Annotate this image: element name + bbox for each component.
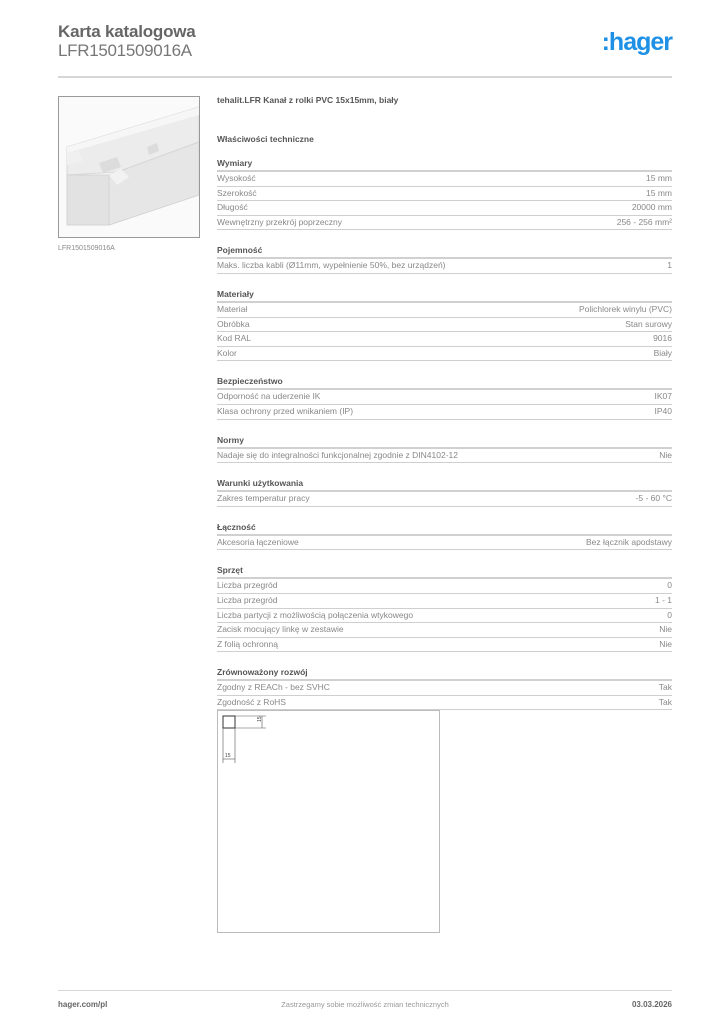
spec-label: Długość xyxy=(217,202,248,213)
spec-label: Liczba przegród xyxy=(217,594,278,605)
spec-value: 256 - 256 mm² xyxy=(616,216,672,227)
spec-row xyxy=(217,318,672,333)
spec-value: IP40 xyxy=(654,405,672,416)
group-title: Łączność xyxy=(217,522,672,536)
spec-row xyxy=(217,187,672,202)
group-materials xyxy=(217,289,672,361)
spec-label: Akcesoria łączeniowe xyxy=(217,536,299,547)
dim-height-label: 15 xyxy=(257,716,263,722)
spec-value: Nie xyxy=(659,449,672,460)
spec-row xyxy=(217,259,672,274)
group-title: Zrównoważony rozwój xyxy=(217,667,672,681)
cross-section-drawing xyxy=(218,711,441,934)
spec-row xyxy=(217,172,672,187)
spec-row xyxy=(217,696,672,711)
spec-row xyxy=(217,536,672,551)
spec-label: Kolor xyxy=(217,347,237,358)
spec-label: Materiał xyxy=(217,303,248,314)
spec-value: 1 - 1 xyxy=(654,594,672,605)
spec-value: Nie xyxy=(659,624,672,635)
spec-value: 0 xyxy=(667,580,672,591)
group-title: Bezpieczeństwo xyxy=(217,376,672,390)
spec-label: Liczba partycji z możliwością połączenia wtykowego xyxy=(217,609,414,620)
group-operating-conditions xyxy=(217,478,672,507)
spec-value: 15 mm xyxy=(646,187,672,198)
spec-row xyxy=(217,623,672,638)
spec-label: Maks. liczba kabli (Ø11mm, wypełnienie 50%, bez urządzeń) xyxy=(217,260,446,271)
spec-label: Zgodny z REACh - bez SVHC xyxy=(217,682,330,693)
spec-value: 0 xyxy=(667,609,672,620)
group-standards xyxy=(217,435,672,464)
spec-label: Zakres temperatur pracy xyxy=(217,493,310,504)
page-footer xyxy=(58,990,672,1009)
spec-row xyxy=(217,347,672,362)
spec-row xyxy=(217,390,672,405)
spec-value: 15 mm xyxy=(646,173,672,183)
section-title-technical: Właściwości techniczne xyxy=(217,134,314,144)
group-sustainability xyxy=(217,667,672,710)
group-dimensions xyxy=(217,158,672,230)
product-name: tehalit.LFR Kanał z rolki PVC 15x15mm, biały xyxy=(217,95,399,105)
spec-value: -5 - 60 °C xyxy=(635,493,672,504)
spec-label: Szerokość xyxy=(217,187,257,198)
document-date: 03.03.2026 xyxy=(631,1000,672,1009)
spec-value: 9016 xyxy=(653,333,672,344)
spec-value: Stan surowy xyxy=(625,318,672,329)
group-hardware xyxy=(217,565,672,652)
spec-value: Polichlorek winylu (PVC) xyxy=(578,303,672,314)
spec-label: Z folią ochronną xyxy=(217,638,278,649)
image-caption: LFR1501509016A xyxy=(58,245,115,252)
spec-row xyxy=(217,638,672,653)
group-title: Materiały xyxy=(217,289,672,303)
group-title: Warunki użytkowania xyxy=(217,478,672,492)
group-connectivity xyxy=(217,522,672,551)
spec-label: Zacisk mocujący linkę w zestawie xyxy=(217,624,344,635)
spec-row xyxy=(217,449,672,464)
spec-label: Zgodność z RoHS xyxy=(217,696,286,707)
group-title: Normy xyxy=(217,435,672,449)
group-capacity xyxy=(217,245,672,274)
product-code: LFR1501509016A xyxy=(58,41,192,60)
product-details xyxy=(217,95,672,740)
spec-label: Wewnętrzny przekrój poprzeczny xyxy=(217,216,343,227)
website-link[interactable]: hager.com/pl xyxy=(58,1000,108,1009)
disclaimer: Zastrzegamy sobie możliwość zmian technicznych xyxy=(281,1000,449,1009)
spec-label: Kod RAL xyxy=(217,333,252,344)
spec-value: 1 xyxy=(667,260,672,271)
spec-row xyxy=(217,405,672,420)
spec-value: Tak xyxy=(658,696,672,707)
group-title: Wymiary xyxy=(217,158,672,172)
spec-row xyxy=(217,303,672,318)
spec-value: Nie xyxy=(659,638,672,649)
dim-width-label: 15 xyxy=(225,753,231,759)
spec-row xyxy=(217,609,672,624)
dimension-drawing xyxy=(217,710,440,933)
hager-logo: :hager xyxy=(601,28,672,56)
spec-row xyxy=(217,594,672,609)
group-title: Sprzęt xyxy=(217,565,672,579)
spec-value: IK07 xyxy=(654,391,672,402)
spec-value: Biały xyxy=(653,347,672,358)
spec-label: Klasa ochrony przed wnikaniem (IP) xyxy=(217,405,354,416)
spec-value: 20000 mm xyxy=(631,202,672,213)
spec-row xyxy=(217,201,672,216)
document-title: Karta katalogowa xyxy=(58,22,196,41)
spec-label: Obróbka xyxy=(217,318,250,329)
product-image xyxy=(58,96,200,238)
spec-label: Nadaje się do integralności funkcjonalnej zgodnie z DIN4102-12 xyxy=(217,449,458,460)
page-header xyxy=(58,22,672,78)
group-safety xyxy=(217,376,672,419)
cable-trunking-illustration xyxy=(59,97,200,238)
spec-row xyxy=(217,332,672,347)
group-title: Pojemność xyxy=(217,245,672,259)
spec-row xyxy=(217,579,672,594)
spec-label: Liczba przegród xyxy=(217,580,278,591)
spec-row xyxy=(217,216,672,231)
spec-row xyxy=(217,492,672,507)
spec-value: Bez łącznik apodstawy xyxy=(586,536,672,547)
spec-label: Odporność na uderzenie IK xyxy=(217,391,321,402)
spec-value: Tak xyxy=(658,682,672,693)
spec-label: Wysokość xyxy=(217,173,256,183)
spec-row xyxy=(217,681,672,696)
